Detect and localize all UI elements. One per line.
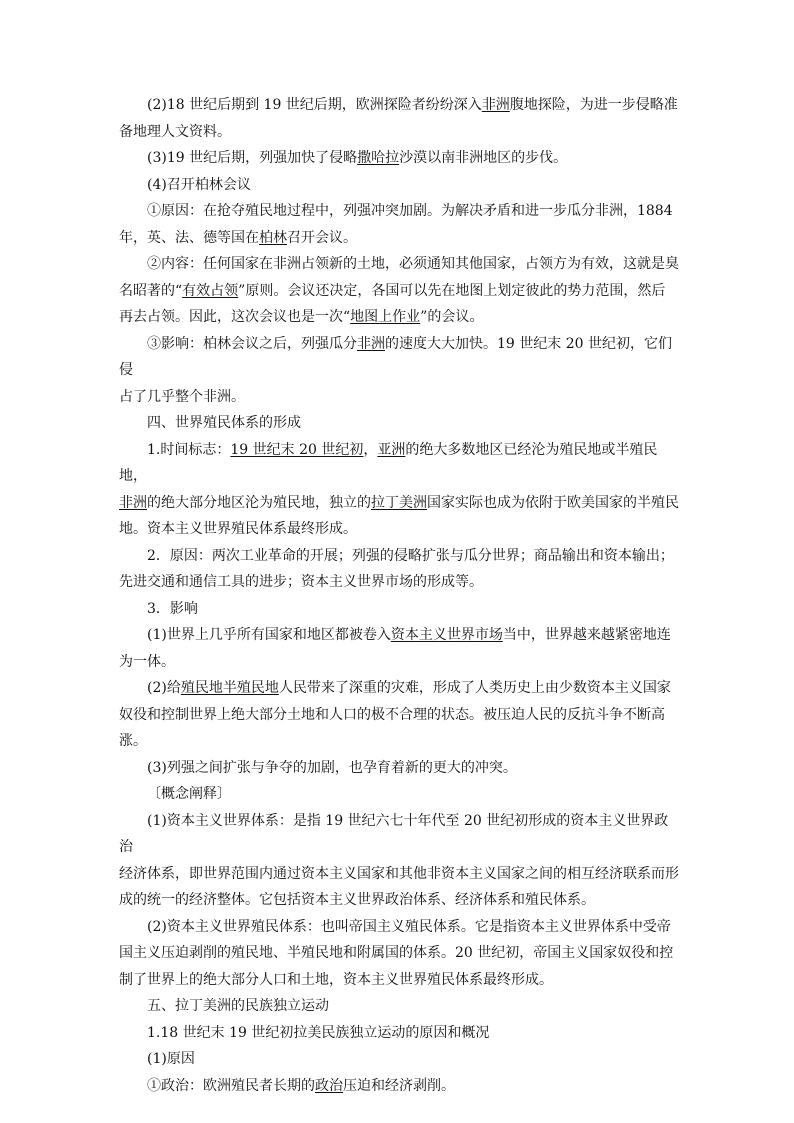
text-line: 国主义压迫剥削的殖民地、半殖民地和附属国的体系。20 世纪初，帝国主义国家奴役和控	[119, 945, 674, 961]
text-line: ③影响：柏林会议之后，列强瓜分非洲的速度大大加快。19 世纪末 20 世纪初，它们侵	[119, 335, 672, 378]
text-line: (2)资本主义世界殖民体系：也叫帝国主义殖民体系。它是指资本主义世界体系中受帝	[147, 918, 671, 935]
text-line: 奴役和控制世界上绝大部分土地和人口的极不合理的状态。被压迫人民的反抗斗争不断高涨。	[119, 706, 665, 749]
text-line: ①原因：在抢夺殖民地过程中，列强冲突加剧。为解决矛盾和进一步瓜分非洲，1884	[147, 203, 673, 219]
section-heading: 〔概念阐释〕	[147, 786, 231, 802]
text-line: (2)18 世纪后期到 19 世纪后期，欧洲探险者纷纷深入非洲腹地探险，为进一步侵略准	[147, 97, 678, 113]
text-line: 制了世界上的绝大部分人口和土地，资本主义世界殖民体系最终形成。	[119, 971, 553, 988]
document-body	[119, 92, 682, 1099]
text-line: 年，英、法、德等国在柏林召开会议。	[119, 229, 357, 246]
text-line: (2)给殖民地半殖民地人民带来了深重的灾难，形成了人类历史上由少数资本主义国家	[147, 680, 671, 696]
text-line: 为一体。	[119, 653, 175, 670]
text-line: 非洲的绝大部分地区沦为殖民地，独立的拉丁美洲国家实际也成为依附于欧美国家的半殖民	[119, 494, 679, 511]
section-heading: (4)召开柏林会议	[147, 176, 251, 193]
text-line: ②内容：任何国家在非洲占领新的土地，必须通知其他国家，占领方为有效，这就是臭	[147, 256, 679, 272]
text-line: 再去占领。因此，这次会议也是一次“地图上作业”的会议。	[119, 309, 484, 325]
section-heading: 3．影响	[147, 600, 198, 617]
text-line: 地。资本主义世界殖民体系最终形成。	[119, 521, 357, 537]
text-line: 备地理人文资料。	[119, 123, 231, 140]
text-line: (3)19 世纪后期，列强加快了侵略撒哈拉沙漠以南非洲地区的步伐。	[147, 150, 568, 166]
text-line: ①政治：欧洲殖民者长期的政治压迫和经济剥削。	[147, 1077, 455, 1094]
text-line: 占了几乎整个非洲。	[119, 388, 245, 405]
text-line: (1)世界上几乎所有国家和地区都被卷入资本主义世界市场当中，世界越来越紧密地连	[147, 627, 671, 643]
text-line: (1)资本主义世界体系：是指 19 世纪六七十年代至 20 世纪初形成的资本主义世界政治	[119, 812, 669, 855]
text-line: 1.18 世纪末 19 世纪初拉美民族独立运动的原因和概况	[147, 1024, 490, 1041]
text-line: (3)列强之间扩张与争夺的加剧，也孕育着新的更大的冲突。	[147, 759, 517, 776]
text-line: 经济体系，即世界范围内通过资本主义国家和其他非资本主义国家之间的相互经济联系而形	[119, 865, 679, 882]
text-line: 1.时间标志：19 世纪末 20 世纪初，亚洲的绝大多数地区已经沦为殖民地或半殖民地，	[119, 441, 658, 484]
text-line: 先进交通和通信工具的进步；资本主义世界市场的形成等。	[119, 574, 483, 590]
section-heading: 四、世界殖民体系的形成	[147, 415, 301, 431]
text-line: 2．原因：两次工业革命的开展；列强的侵略扩张与瓜分世界；商品输出和资本输出；	[147, 547, 674, 564]
text-line: 成的统一的经济整体。它包括资本主义世界政治体系、经济体系和殖民体系。	[119, 892, 595, 908]
section-heading: 五、拉丁美洲的民族独立运动	[147, 998, 329, 1014]
text-line: 名昭著的“有效占领”原则。会议还决定，各国可以先在地图上划定彼此的势力范围，然后	[119, 282, 666, 299]
section-heading: (1)原因	[147, 1051, 195, 1067]
